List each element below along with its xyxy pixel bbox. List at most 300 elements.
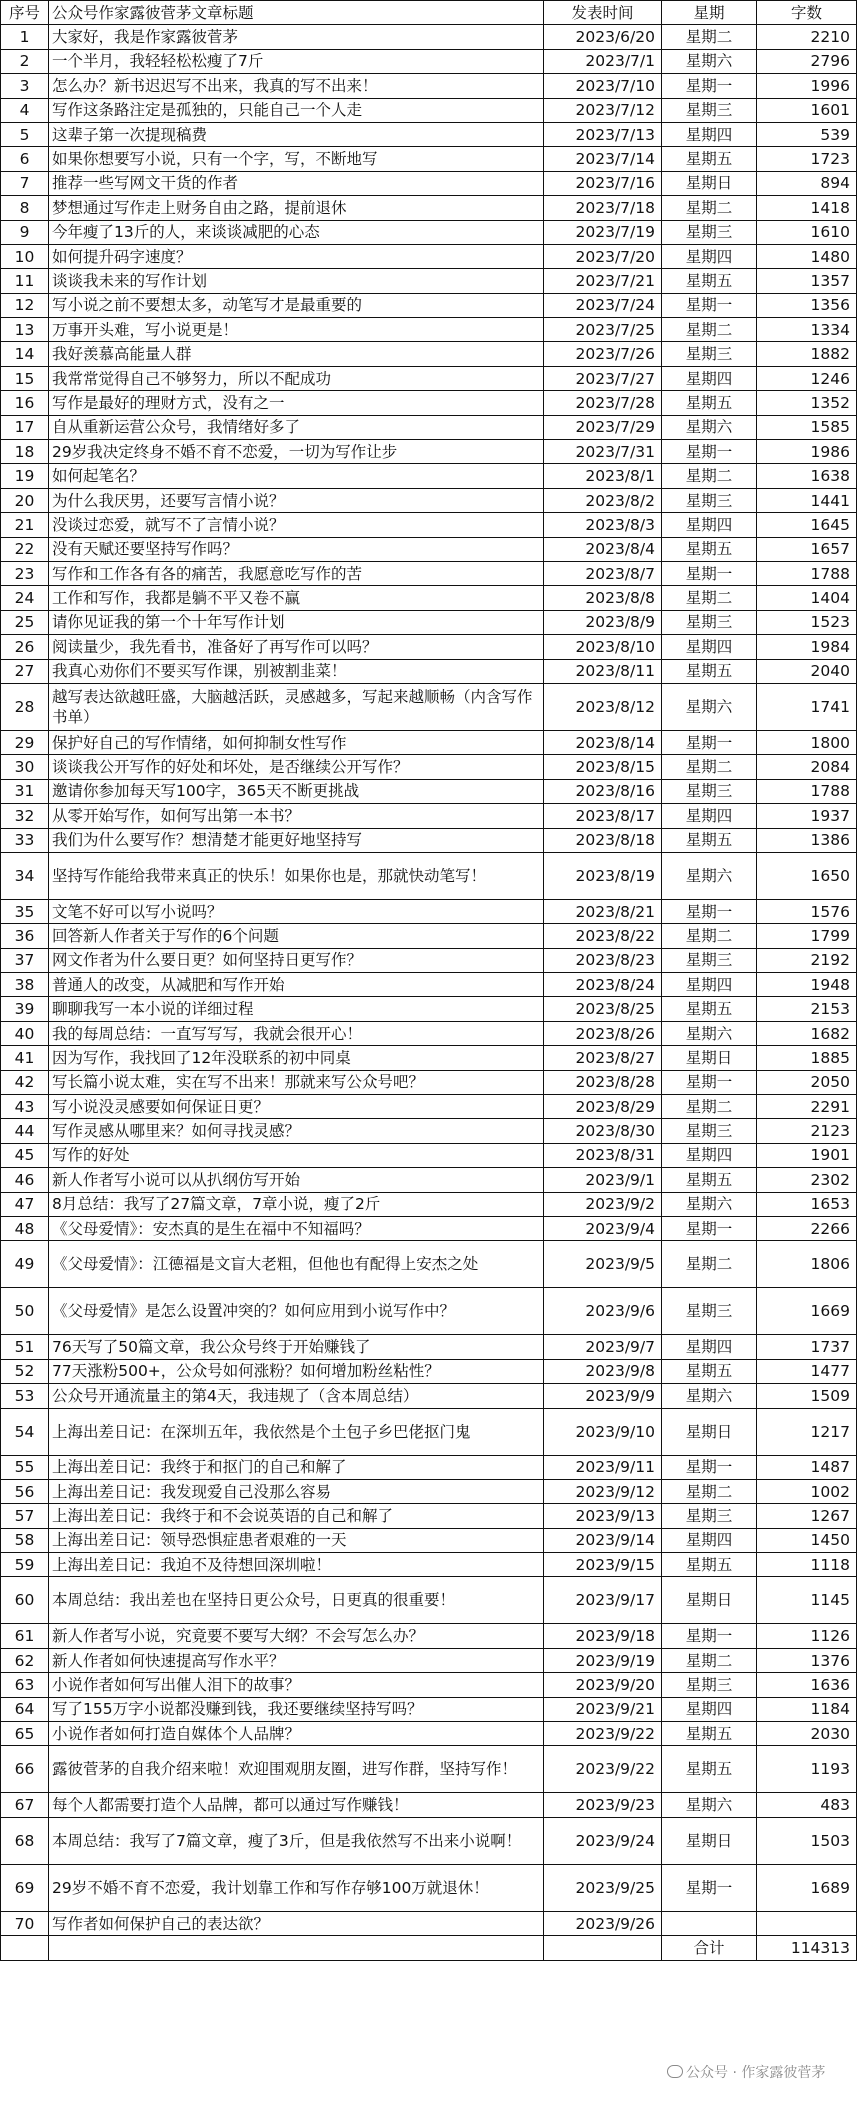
row-index: 47 bbox=[1, 1192, 49, 1216]
row-date: 2023/8/12 bbox=[544, 683, 662, 730]
table-row bbox=[1, 1504, 857, 1528]
table-row bbox=[1, 948, 857, 972]
table-row bbox=[1, 1408, 857, 1455]
row-date: 2023/7/1 bbox=[544, 49, 662, 73]
table-row bbox=[1, 1021, 857, 1045]
row-count: 1882 bbox=[757, 342, 857, 366]
row-date: 2023/9/19 bbox=[544, 1648, 662, 1672]
row-weekday: 星期三 bbox=[662, 948, 757, 972]
row-date: 2023/7/14 bbox=[544, 147, 662, 171]
row-count: 2050 bbox=[757, 1070, 857, 1094]
total-empty-cell bbox=[49, 1936, 544, 1960]
row-date: 2023/9/5 bbox=[544, 1241, 662, 1288]
row-index: 33 bbox=[1, 828, 49, 852]
row-index: 69 bbox=[1, 1864, 49, 1911]
row-count: 894 bbox=[757, 171, 857, 195]
row-weekday: 星期二 bbox=[662, 924, 757, 948]
row-count: 1737 bbox=[757, 1335, 857, 1359]
row-weekday: 星期日 bbox=[662, 1046, 757, 1070]
row-index: 26 bbox=[1, 635, 49, 659]
row-weekday: 星期二 bbox=[662, 318, 757, 342]
row-title: 写作是最好的理财方式，没有之一 bbox=[49, 391, 544, 415]
row-count: 1650 bbox=[757, 852, 857, 899]
row-title: 如果你想要写小说，只有一个字，写，不断地写 bbox=[49, 147, 544, 171]
row-date: 2023/7/25 bbox=[544, 318, 662, 342]
row-date: 2023/9/23 bbox=[544, 1793, 662, 1817]
row-title: 网文作者为什么要日更？如何坚持日更写作？ bbox=[49, 948, 544, 972]
row-weekday bbox=[662, 1911, 757, 1935]
row-weekday: 星期一 bbox=[662, 561, 757, 585]
row-index: 21 bbox=[1, 513, 49, 537]
row-weekday: 星期四 bbox=[662, 1335, 757, 1359]
row-count: 1184 bbox=[757, 1697, 857, 1721]
row-title: 每个人都需要打造个人品牌，都可以通过写作赚钱！ bbox=[49, 1793, 544, 1817]
row-date: 2023/9/13 bbox=[544, 1504, 662, 1528]
row-title: 上海出差日记：我迫不及待想回深圳啦！ bbox=[49, 1553, 544, 1577]
total-label: 合计 bbox=[662, 1936, 757, 1960]
row-title: 76天写了50篇文章，我公众号终于开始赚钱了 bbox=[49, 1335, 544, 1359]
row-date: 2023/7/21 bbox=[544, 269, 662, 293]
row-count: 483 bbox=[757, 1793, 857, 1817]
row-title: 小说作者如何打造自媒体个人品牌？ bbox=[49, 1722, 544, 1746]
row-count: 1806 bbox=[757, 1241, 857, 1288]
table-header-row bbox=[1, 1, 857, 25]
row-count: 2210 bbox=[757, 25, 857, 49]
row-weekday: 星期四 bbox=[662, 122, 757, 146]
row-title: 小说作者如何写出催人泪下的故事？ bbox=[49, 1673, 544, 1697]
table-row bbox=[1, 98, 857, 122]
row-date: 2023/8/31 bbox=[544, 1143, 662, 1167]
total-empty-cell bbox=[1, 1936, 49, 1960]
table-row bbox=[1, 391, 857, 415]
table-row bbox=[1, 74, 857, 98]
row-index: 27 bbox=[1, 659, 49, 683]
row-count: 1118 bbox=[757, 1553, 857, 1577]
row-index: 36 bbox=[1, 924, 49, 948]
row-date: 2023/9/10 bbox=[544, 1408, 662, 1455]
row-count: 2266 bbox=[757, 1216, 857, 1240]
row-index: 12 bbox=[1, 293, 49, 317]
row-weekday: 星期四 bbox=[662, 1528, 757, 1552]
table-row bbox=[1, 1479, 857, 1503]
row-index: 32 bbox=[1, 804, 49, 828]
table-row bbox=[1, 1722, 857, 1746]
row-weekday: 星期六 bbox=[662, 1793, 757, 1817]
row-title: 谈谈我未来的写作计划 bbox=[49, 269, 544, 293]
row-date: 2023/9/14 bbox=[544, 1528, 662, 1552]
row-weekday: 星期三 bbox=[662, 1504, 757, 1528]
row-date: 2023/9/9 bbox=[544, 1384, 662, 1408]
table-row bbox=[1, 1746, 857, 1793]
watermark bbox=[667, 2062, 825, 2082]
row-date: 2023/8/15 bbox=[544, 755, 662, 779]
table-row bbox=[1, 147, 857, 171]
row-date: 2023/9/4 bbox=[544, 1216, 662, 1240]
row-count: 1356 bbox=[757, 293, 857, 317]
row-title: 没谈过恋爱，就写不了言情小说？ bbox=[49, 513, 544, 537]
row-weekday: 星期五 bbox=[662, 1553, 757, 1577]
row-count: 1450 bbox=[757, 1528, 857, 1552]
row-weekday: 星期三 bbox=[662, 488, 757, 512]
row-date: 2023/7/16 bbox=[544, 171, 662, 195]
row-date: 2023/9/1 bbox=[544, 1168, 662, 1192]
total-value: 114313 bbox=[757, 1936, 857, 1960]
row-title: 梦想通过写作走上财务自由之路，提前退休 bbox=[49, 196, 544, 220]
row-weekday: 星期一 bbox=[662, 730, 757, 754]
table-row bbox=[1, 440, 857, 464]
table-row bbox=[1, 804, 857, 828]
table-row bbox=[1, 342, 857, 366]
row-weekday: 星期二 bbox=[662, 1648, 757, 1672]
row-weekday: 星期五 bbox=[662, 269, 757, 293]
row-index: 58 bbox=[1, 1528, 49, 1552]
table-row bbox=[1, 1384, 857, 1408]
row-title: 推荐一些写网文干货的作者 bbox=[49, 171, 544, 195]
row-date: 2023/8/19 bbox=[544, 852, 662, 899]
table-row bbox=[1, 366, 857, 390]
row-count: 539 bbox=[757, 122, 857, 146]
table-row bbox=[1, 1648, 857, 1672]
row-index: 1 bbox=[1, 25, 49, 49]
row-weekday: 星期三 bbox=[662, 610, 757, 634]
row-index: 59 bbox=[1, 1553, 49, 1577]
table-row bbox=[1, 488, 857, 512]
row-index: 5 bbox=[1, 122, 49, 146]
table-row bbox=[1, 1864, 857, 1911]
row-weekday: 星期四 bbox=[662, 1143, 757, 1167]
row-count: 1487 bbox=[757, 1455, 857, 1479]
row-count: 1800 bbox=[757, 730, 857, 754]
table-row bbox=[1, 924, 857, 948]
row-index: 54 bbox=[1, 1408, 49, 1455]
total-row bbox=[1, 1936, 857, 1960]
row-index: 50 bbox=[1, 1288, 49, 1335]
row-weekday: 星期日 bbox=[662, 171, 757, 195]
row-title: 如何提升码字速度？ bbox=[49, 244, 544, 268]
row-date: 2023/9/26 bbox=[544, 1911, 662, 1935]
row-count: 1682 bbox=[757, 1021, 857, 1045]
row-date: 2023/9/18 bbox=[544, 1624, 662, 1648]
row-title: 新人作者写小说可以从扒纲仿写开始 bbox=[49, 1168, 544, 1192]
row-count: 1937 bbox=[757, 804, 857, 828]
row-index: 17 bbox=[1, 415, 49, 439]
row-weekday: 星期三 bbox=[662, 1673, 757, 1697]
table-row bbox=[1, 49, 857, 73]
row-title: 万事开头难，写小说更是！ bbox=[49, 318, 544, 342]
row-index: 14 bbox=[1, 342, 49, 366]
row-weekday: 星期三 bbox=[662, 1119, 757, 1143]
row-date: 2023/9/11 bbox=[544, 1455, 662, 1479]
table-row bbox=[1, 1817, 857, 1864]
row-weekday: 星期五 bbox=[662, 828, 757, 852]
row-index: 10 bbox=[1, 244, 49, 268]
row-date: 2023/9/7 bbox=[544, 1335, 662, 1359]
row-index: 28 bbox=[1, 683, 49, 730]
row-date: 2023/8/21 bbox=[544, 899, 662, 923]
row-date: 2023/8/27 bbox=[544, 1046, 662, 1070]
row-date: 2023/9/22 bbox=[544, 1746, 662, 1793]
row-title: 一个半月，我轻轻松松瘦了7斤 bbox=[49, 49, 544, 73]
row-title: 《父母爱情》：安杰真的是生在福中不知福吗？ bbox=[49, 1216, 544, 1240]
row-index: 62 bbox=[1, 1648, 49, 1672]
row-date: 2023/7/26 bbox=[544, 342, 662, 366]
row-weekday: 星期四 bbox=[662, 973, 757, 997]
row-count: 1217 bbox=[757, 1408, 857, 1455]
row-title: 《父母爱情》是怎么设置冲突的？如何应用到小说写作中？ bbox=[49, 1288, 544, 1335]
row-title: 保护好自己的写作情绪，如何抑制女性写作 bbox=[49, 730, 544, 754]
row-count bbox=[757, 1911, 857, 1935]
row-weekday: 星期二 bbox=[662, 1241, 757, 1288]
table-row bbox=[1, 1528, 857, 1552]
table-row bbox=[1, 561, 857, 585]
row-count: 1503 bbox=[757, 1817, 857, 1864]
row-title: 文笔不好可以写小说吗？ bbox=[49, 899, 544, 923]
row-title: 普通人的改变，从减肥和写作开始 bbox=[49, 973, 544, 997]
row-count: 1948 bbox=[757, 973, 857, 997]
table-row bbox=[1, 755, 857, 779]
row-title: 我们为什么要写作？想清楚才能更好地坚持写 bbox=[49, 828, 544, 852]
row-index: 22 bbox=[1, 537, 49, 561]
table-row bbox=[1, 1241, 857, 1288]
row-title: 本周总结：我出差也在坚持日更公众号，日更真的很重要！ bbox=[49, 1577, 544, 1624]
row-weekday: 星期五 bbox=[662, 147, 757, 171]
table-row bbox=[1, 269, 857, 293]
row-date: 2023/8/24 bbox=[544, 973, 662, 997]
row-date: 2023/9/17 bbox=[544, 1577, 662, 1624]
table-row bbox=[1, 25, 857, 49]
row-index: 11 bbox=[1, 269, 49, 293]
row-title: 写小说没灵感要如何保证日更？ bbox=[49, 1095, 544, 1119]
row-title: 邀请你参加每天写100字，365天不断更挑战 bbox=[49, 779, 544, 803]
row-title: 阅读量少，我先看书，准备好了再写作可以吗？ bbox=[49, 635, 544, 659]
row-weekday: 星期二 bbox=[662, 755, 757, 779]
table-row bbox=[1, 196, 857, 220]
row-date: 2023/8/16 bbox=[544, 779, 662, 803]
row-index: 37 bbox=[1, 948, 49, 972]
row-title: 如何起笔名？ bbox=[49, 464, 544, 488]
row-title: 我的每周总结：一直写写写，我就会很开心！ bbox=[49, 1021, 544, 1045]
row-title: 我好羡慕高能量人群 bbox=[49, 342, 544, 366]
row-weekday: 星期一 bbox=[662, 1455, 757, 1479]
row-index: 60 bbox=[1, 1577, 49, 1624]
row-count: 1352 bbox=[757, 391, 857, 415]
row-date: 2023/7/28 bbox=[544, 391, 662, 415]
row-weekday: 星期五 bbox=[662, 537, 757, 561]
row-title: 越写表达欲越旺盛，大脑越活跃，灵感越多，写起来越顺畅（内含写作书单） bbox=[49, 683, 544, 730]
row-weekday: 星期日 bbox=[662, 1817, 757, 1864]
row-count: 1145 bbox=[757, 1577, 857, 1624]
row-title: 回答新人作者关于写作的6个问题 bbox=[49, 924, 544, 948]
row-date: 2023/9/21 bbox=[544, 1697, 662, 1721]
row-title: 今年瘦了13斤的人，来谈谈减肥的心态 bbox=[49, 220, 544, 244]
row-weekday: 星期一 bbox=[662, 1070, 757, 1094]
row-count: 1334 bbox=[757, 318, 857, 342]
row-date: 2023/8/26 bbox=[544, 1021, 662, 1045]
row-index: 3 bbox=[1, 74, 49, 98]
row-title: 写作者如何保护自己的表达欲？ bbox=[49, 1911, 544, 1935]
row-title: 《父母爱情》：江德福是文盲大老粗，但他也有配得上安杰之处 bbox=[49, 1241, 544, 1288]
row-title: 谈谈我公开写作的好处和坏处，是否继续公开写作？ bbox=[49, 755, 544, 779]
row-count: 1638 bbox=[757, 464, 857, 488]
row-date: 2023/8/29 bbox=[544, 1095, 662, 1119]
row-title: 写了155万字小说都没赚到钱，我还要继续坚持写吗？ bbox=[49, 1697, 544, 1721]
table-row bbox=[1, 1095, 857, 1119]
row-title: 写长篇小说太难，实在写不出来！那就来写公众号吧？ bbox=[49, 1070, 544, 1094]
row-title: 聊聊我写一本小说的详细过程 bbox=[49, 997, 544, 1021]
row-index: 49 bbox=[1, 1241, 49, 1288]
row-title: 写作灵感从哪里来？如何寻找灵感？ bbox=[49, 1119, 544, 1143]
table-row bbox=[1, 318, 857, 342]
row-count: 1246 bbox=[757, 366, 857, 390]
table-row bbox=[1, 171, 857, 195]
row-title: 29岁我决定终身不婚不育不恋爱，一切为写作让步 bbox=[49, 440, 544, 464]
row-date: 2023/8/9 bbox=[544, 610, 662, 634]
row-index: 48 bbox=[1, 1216, 49, 1240]
table-row bbox=[1, 683, 857, 730]
row-weekday: 星期六 bbox=[662, 49, 757, 73]
row-weekday: 星期二 bbox=[662, 464, 757, 488]
row-title: 大家好，我是作家露彼菅茅 bbox=[49, 25, 544, 49]
row-weekday: 星期三 bbox=[662, 220, 757, 244]
row-index: 56 bbox=[1, 1479, 49, 1503]
row-date: 2023/9/12 bbox=[544, 1479, 662, 1503]
row-title: 怎么办？新书迟迟写不出来，我真的写不出来！ bbox=[49, 74, 544, 98]
row-index: 2 bbox=[1, 49, 49, 73]
row-index: 40 bbox=[1, 1021, 49, 1045]
table-row bbox=[1, 1577, 857, 1624]
row-weekday: 星期三 bbox=[662, 342, 757, 366]
row-date: 2023/8/11 bbox=[544, 659, 662, 683]
row-weekday: 星期一 bbox=[662, 1864, 757, 1911]
row-date: 2023/8/14 bbox=[544, 730, 662, 754]
row-weekday: 星期日 bbox=[662, 1577, 757, 1624]
row-index: 8 bbox=[1, 196, 49, 220]
row-count: 1901 bbox=[757, 1143, 857, 1167]
row-weekday: 星期一 bbox=[662, 293, 757, 317]
row-weekday: 星期六 bbox=[662, 1192, 757, 1216]
row-count: 1002 bbox=[757, 1479, 857, 1503]
header-title: 公众号作家露彼菅茅文章标题 bbox=[49, 1, 544, 25]
row-index: 13 bbox=[1, 318, 49, 342]
row-weekday: 星期三 bbox=[662, 779, 757, 803]
table-row bbox=[1, 1359, 857, 1383]
row-index: 55 bbox=[1, 1455, 49, 1479]
row-date: 2023/8/2 bbox=[544, 488, 662, 512]
row-date: 2023/7/20 bbox=[544, 244, 662, 268]
row-title: 写作和工作各有各的痛苦，我愿意吃写作的苦 bbox=[49, 561, 544, 585]
row-count: 1193 bbox=[757, 1746, 857, 1793]
table-row bbox=[1, 1673, 857, 1697]
header-index: 序号 bbox=[1, 1, 49, 25]
row-count: 1523 bbox=[757, 610, 857, 634]
row-count: 2796 bbox=[757, 49, 857, 73]
row-date: 2023/7/27 bbox=[544, 366, 662, 390]
row-title: 这辈子第一次提现稿费 bbox=[49, 122, 544, 146]
table-row bbox=[1, 1553, 857, 1577]
row-index: 25 bbox=[1, 610, 49, 634]
table-row bbox=[1, 1288, 857, 1335]
row-count: 1996 bbox=[757, 74, 857, 98]
row-date: 2023/8/10 bbox=[544, 635, 662, 659]
row-count: 1376 bbox=[757, 1648, 857, 1672]
row-count: 1741 bbox=[757, 683, 857, 730]
row-weekday: 星期五 bbox=[662, 659, 757, 683]
table-row bbox=[1, 1046, 857, 1070]
watermark-text: 公众号 · 作家露彼菅茅 bbox=[686, 2065, 826, 2081]
row-index: 39 bbox=[1, 997, 49, 1021]
table-row bbox=[1, 1911, 857, 1935]
row-weekday: 星期一 bbox=[662, 440, 757, 464]
row-weekday: 星期五 bbox=[662, 1359, 757, 1383]
row-title: 新人作者写小说，究竟要不要写大纲？不会写怎么办？ bbox=[49, 1624, 544, 1648]
table-row bbox=[1, 852, 857, 899]
row-title: 29岁不婚不育不恋爱，我计划靠工作和写作存够100万就退休！ bbox=[49, 1864, 544, 1911]
row-weekday: 星期六 bbox=[662, 1384, 757, 1408]
row-index: 16 bbox=[1, 391, 49, 415]
row-date: 2023/9/8 bbox=[544, 1359, 662, 1383]
row-index: 24 bbox=[1, 586, 49, 610]
row-count: 2040 bbox=[757, 659, 857, 683]
row-weekday: 星期五 bbox=[662, 997, 757, 1021]
row-weekday: 星期四 bbox=[662, 366, 757, 390]
row-weekday: 星期四 bbox=[662, 635, 757, 659]
row-count: 1689 bbox=[757, 1864, 857, 1911]
row-weekday: 星期五 bbox=[662, 391, 757, 415]
row-weekday: 星期五 bbox=[662, 1722, 757, 1746]
row-count: 1576 bbox=[757, 899, 857, 923]
row-count: 1657 bbox=[757, 537, 857, 561]
row-index: 53 bbox=[1, 1384, 49, 1408]
table-row bbox=[1, 1143, 857, 1167]
row-index: 61 bbox=[1, 1624, 49, 1648]
row-index: 31 bbox=[1, 779, 49, 803]
row-title: 工作和写作，我都是躺不平又卷不赢 bbox=[49, 586, 544, 610]
row-index: 20 bbox=[1, 488, 49, 512]
row-weekday: 星期六 bbox=[662, 1021, 757, 1045]
row-count: 2192 bbox=[757, 948, 857, 972]
row-date: 2023/8/7 bbox=[544, 561, 662, 585]
header-count: 字数 bbox=[757, 1, 857, 25]
row-title: 上海出差日记：我终于和抠门的自己和解了 bbox=[49, 1455, 544, 1479]
row-index: 6 bbox=[1, 147, 49, 171]
table-row bbox=[1, 1168, 857, 1192]
row-index: 34 bbox=[1, 852, 49, 899]
row-index: 41 bbox=[1, 1046, 49, 1070]
row-index: 35 bbox=[1, 899, 49, 923]
row-index: 68 bbox=[1, 1817, 49, 1864]
header-weekday: 星期 bbox=[662, 1, 757, 25]
row-index: 57 bbox=[1, 1504, 49, 1528]
row-weekday: 星期五 bbox=[662, 1746, 757, 1793]
row-date: 2023/9/6 bbox=[544, 1288, 662, 1335]
row-weekday: 星期三 bbox=[662, 98, 757, 122]
row-index: 15 bbox=[1, 366, 49, 390]
row-count: 1480 bbox=[757, 244, 857, 268]
row-date: 2023/9/15 bbox=[544, 1553, 662, 1577]
row-count: 1441 bbox=[757, 488, 857, 512]
row-count: 2123 bbox=[757, 1119, 857, 1143]
row-date: 2023/9/2 bbox=[544, 1192, 662, 1216]
row-date: 2023/8/3 bbox=[544, 513, 662, 537]
row-title: 我常常觉得自己不够努力，所以不配成功 bbox=[49, 366, 544, 390]
table-row bbox=[1, 635, 857, 659]
row-count: 1669 bbox=[757, 1288, 857, 1335]
row-index: 45 bbox=[1, 1143, 49, 1167]
table-row bbox=[1, 513, 857, 537]
row-count: 2302 bbox=[757, 1168, 857, 1192]
table-row bbox=[1, 293, 857, 317]
row-title: 因为写作，我找回了12年没联系的初中同桌 bbox=[49, 1046, 544, 1070]
